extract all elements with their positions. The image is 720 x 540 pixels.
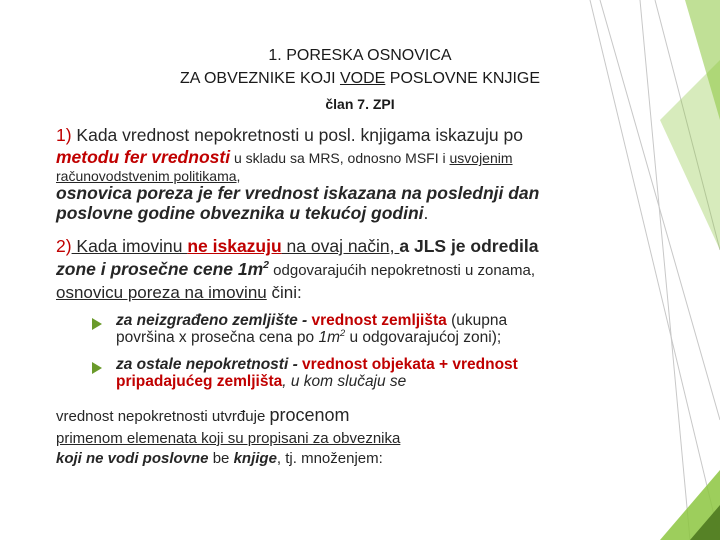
p2-zones — [56, 259, 269, 279]
bullet-1-line-1 — [116, 312, 507, 330]
p3-knjige: koji ne vodi poslovne — [56, 450, 209, 467]
bullet-1-text: u odgovarajućoj zoni); — [345, 329, 502, 346]
bullet-arrow-icon — [92, 362, 102, 374]
p1-line-3 — [56, 168, 240, 184]
green-triangle-bottom-dark — [690, 505, 720, 540]
bullet-1-text: za neizgrađeno zemljište - — [116, 312, 312, 329]
bullet-2-line-1 — [116, 356, 518, 374]
p1-text: poslovne godine obveznika u tekućoj godini — [56, 203, 424, 223]
bullet-1-red: vrednost zemljišta — [311, 312, 447, 329]
p1-policies: računovodstvenim politikama — [56, 168, 237, 184]
p2-line-3 — [56, 283, 302, 303]
green-triangle-bottom — [660, 470, 720, 540]
p1-line-1 — [56, 125, 523, 146]
title-article: član 7. ZPI — [325, 96, 395, 112]
p1-line-4: osnovica poreza je fer vrednost iskazana na poslednji dan — [56, 183, 540, 203]
title-part: ZA OBVEZNIKE KOJI — [179, 70, 340, 87]
p1-text: u skladu sa MRS, odnosno MSFI i — [230, 150, 450, 166]
p1-comma: , — [236, 168, 241, 184]
green-triangle-mid — [660, 60, 720, 250]
p2-zones-text: zone i prosečne cene 1m — [56, 259, 264, 279]
title-part: POSLOVNE KNJIGE — [385, 70, 541, 87]
p3-line-1 — [56, 405, 350, 426]
p2-jls: a JLS je odredila — [399, 236, 539, 256]
bullet-1-text: površina x prosečna cena po — [116, 329, 319, 346]
p2-line-2 — [56, 259, 535, 280]
p1-usvojenim: usvojenim — [449, 150, 513, 166]
p2-line-1 — [56, 236, 538, 257]
title-line-2 — [0, 70, 720, 88]
bullet-2-text: za ostale nepokretnosti - — [116, 356, 303, 373]
p2-number: 2) — [56, 236, 72, 256]
p3-text: , tj. množenjem: — [276, 450, 383, 467]
bullet-2-text: , u kom slučaju se — [282, 373, 407, 390]
p1-period: . — [423, 203, 429, 223]
bullet-1-text: (ukupna — [446, 312, 508, 329]
p2-text: odgovarajućih nepokretnosti u zonama, — [269, 262, 536, 279]
bullet-1-sup: 2 — [340, 327, 346, 338]
p1-text: Kada vrednost nepokretnosti u posl. knjigama iskazuju po — [71, 125, 523, 145]
p2-sup: 2 — [263, 259, 270, 272]
title-vode: VODE — [339, 70, 386, 87]
p2-cini: čini: — [266, 283, 302, 302]
p3-knjige-word: knjige — [233, 450, 277, 467]
bullet-2-red: pripadajućeg zemljišta — [116, 373, 283, 390]
bullet-arrow-icon — [92, 318, 102, 330]
title-line-1: 1. PORESKA OSNOVICA — [268, 47, 452, 64]
bullet-1-line-2 — [116, 329, 501, 347]
p3-text: vrednost nepokretnosti utvrđuje — [56, 408, 270, 425]
p3-procenom: procenom — [269, 405, 350, 425]
p3-line-3 — [56, 450, 383, 467]
p2-text: Kada imovinu — [71, 236, 188, 256]
p1-line-2 — [56, 147, 513, 168]
bullet-1-m2 — [318, 329, 345, 346]
p1-number: 1) — [56, 125, 72, 145]
bullet-2-line-2 — [116, 373, 406, 391]
p1-line-5 — [56, 203, 428, 224]
p2-text: na ovaj način, — [281, 236, 400, 256]
p1-fair-value: metodu fer vrednosti — [56, 147, 231, 167]
p2-ne-iskazuju: ne iskazuju — [187, 236, 282, 256]
bullet-1-m2-text: 1m — [318, 329, 341, 346]
p2-osnovica: osnovicu poreza na imovinu — [56, 283, 267, 302]
p3-line-2: primenom elemenata koji su propisani za obveznika — [56, 430, 401, 447]
bullet-2-red: vrednost objekata + vrednost — [302, 356, 518, 373]
p3-text: be — [208, 450, 234, 467]
